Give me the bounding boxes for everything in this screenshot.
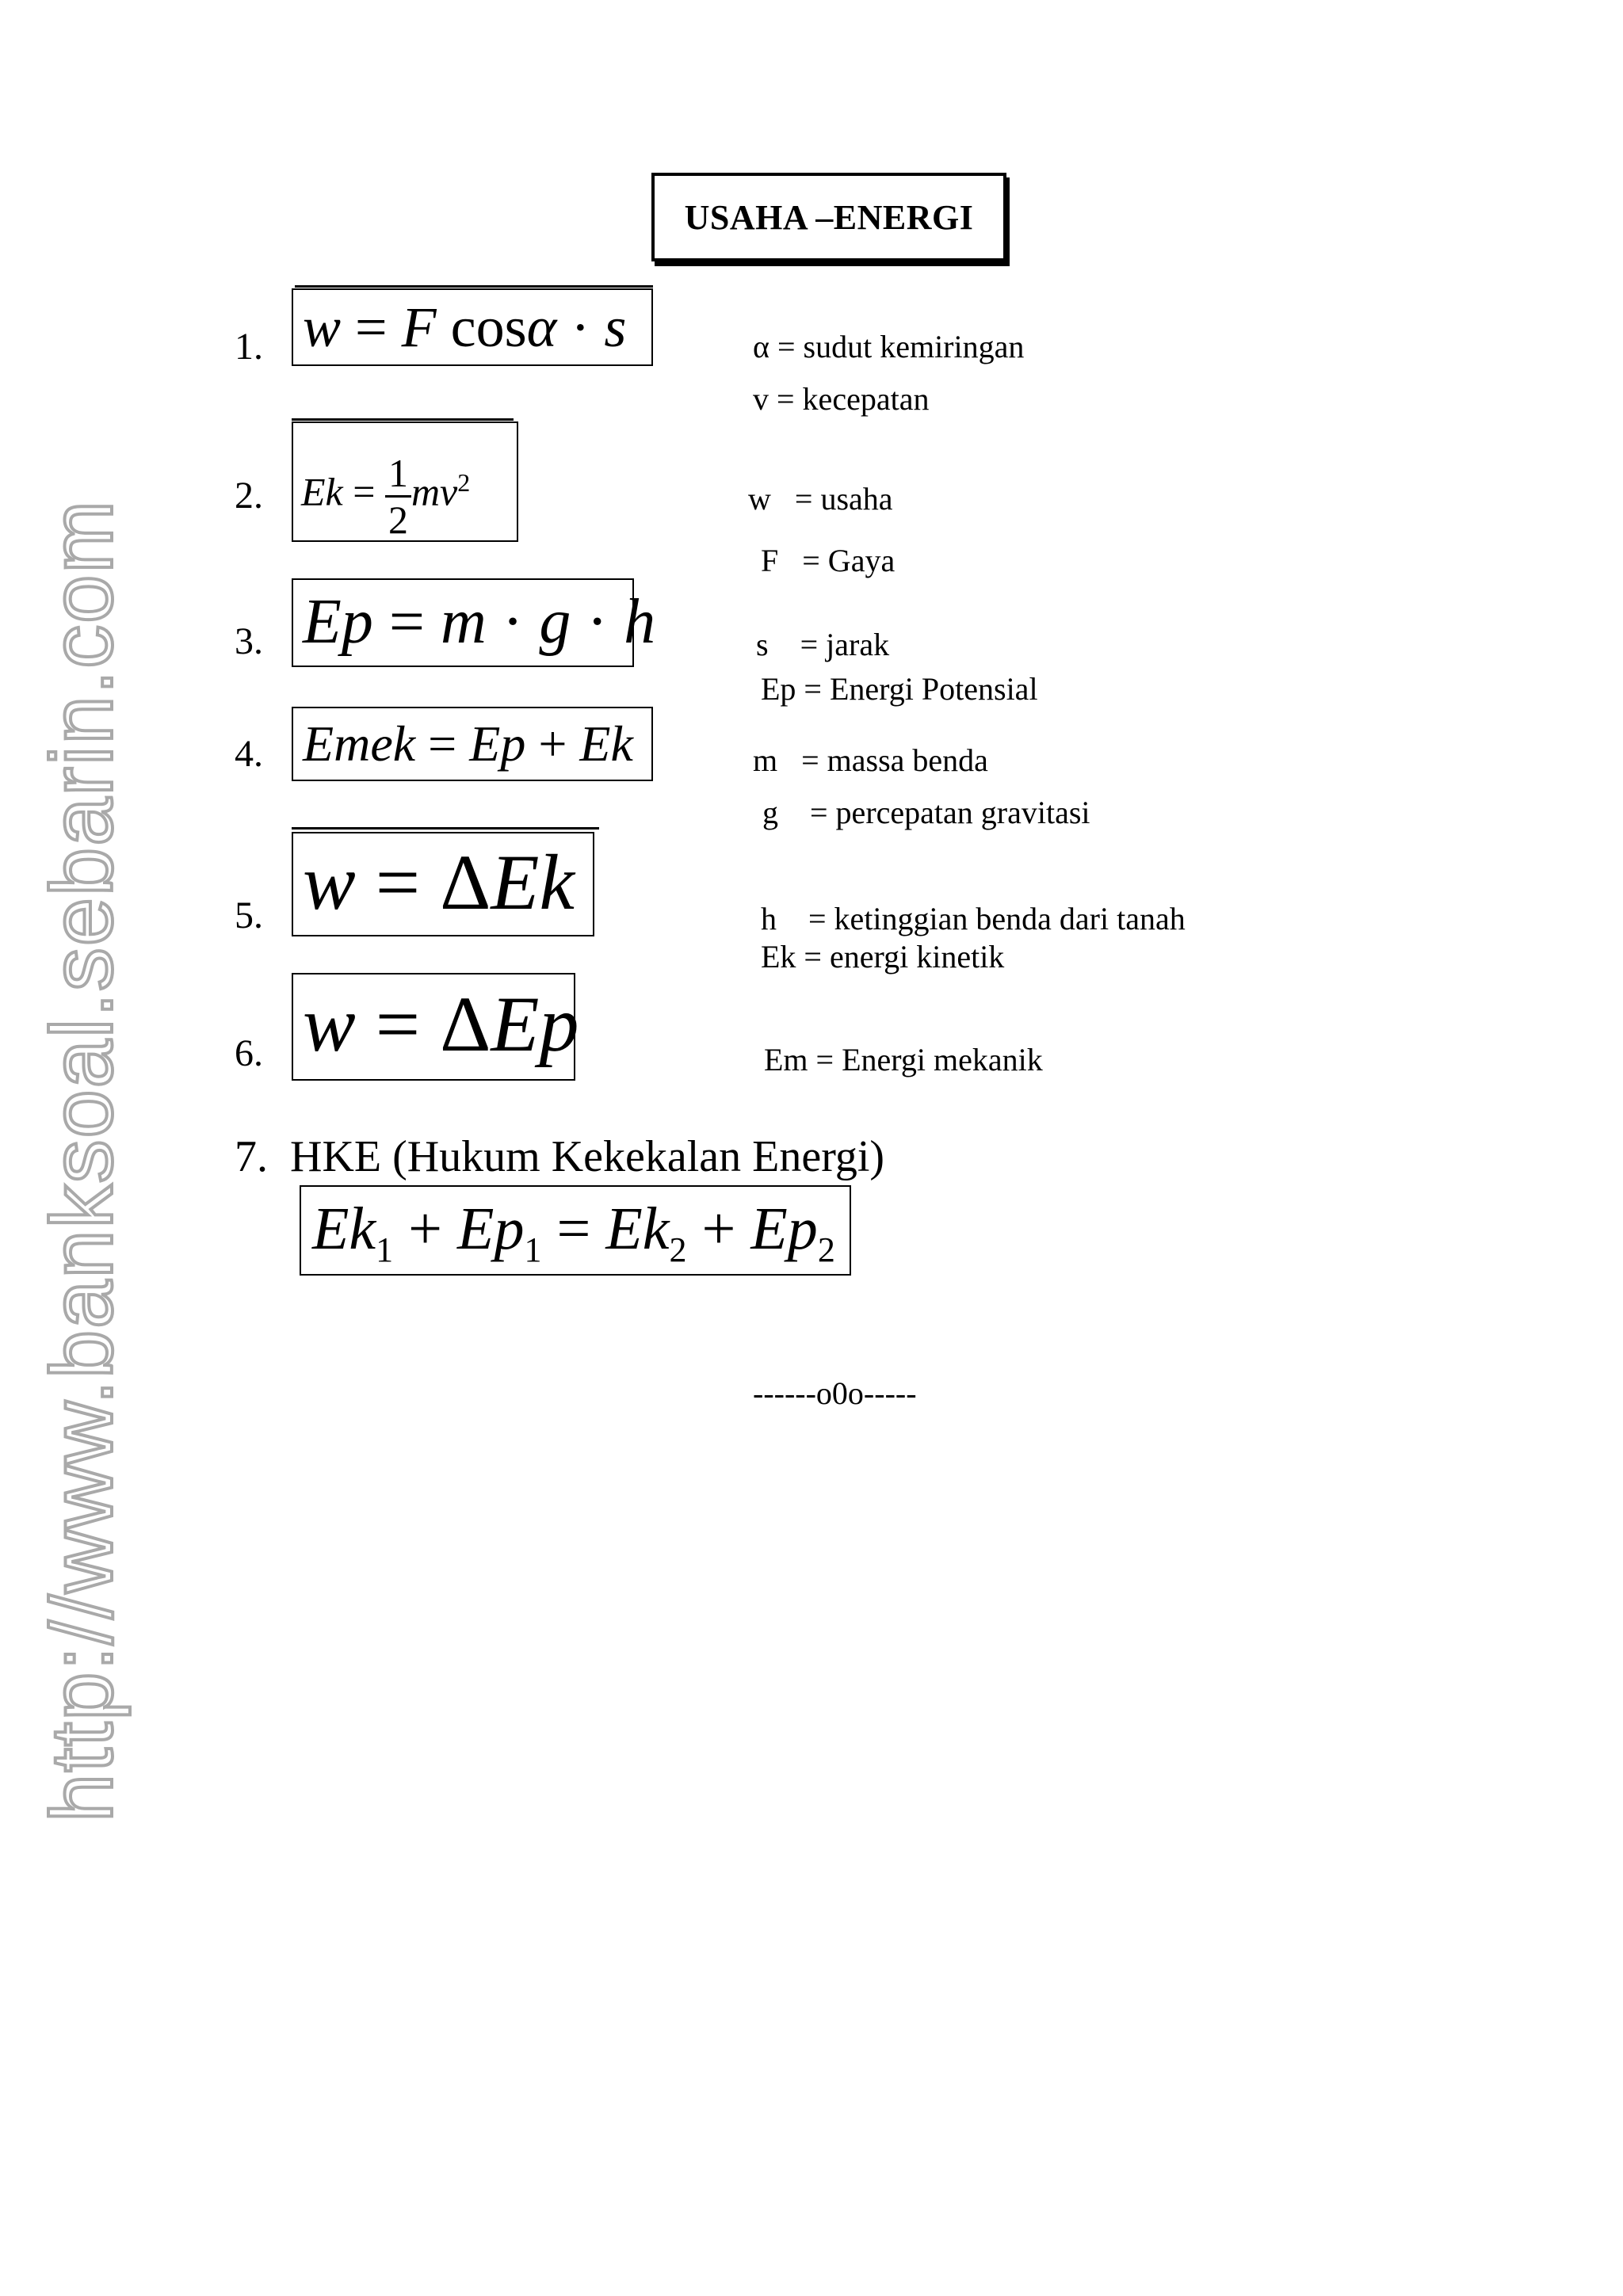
formula-5-overline (292, 827, 599, 830)
legend-g: g = percepatan gravitasi (762, 795, 1090, 830)
legend-h: h = ketinggian benda dari tanah (761, 901, 1186, 936)
formula-5-work-kinetic: w = ΔEk (292, 832, 594, 936)
formula-1-number: 1. (235, 326, 263, 368)
hke-formula: $Ek_1 + Ep_1 = Ek_2 + Ep_2$ (300, 1185, 851, 1276)
formula-2-overline (292, 418, 514, 421)
legend-s: s = jarak (756, 627, 890, 662)
legend-em: Em = Energi mekanik (764, 1042, 1043, 1077)
legend-f: F = Gaya (761, 543, 896, 578)
formula-2-number: 2. (235, 475, 263, 517)
legend-ep: Ep = Energi Potensial (761, 671, 1038, 707)
formula-6-number: 6. (235, 1032, 263, 1074)
legend-m: m = massa benda (753, 742, 988, 778)
hke-heading (235, 1131, 884, 1182)
hke-label: HKE (Hukum Kekekalan Energi) (290, 1132, 885, 1181)
legend-ek: Ek = energi kinetik (761, 939, 1005, 974)
formula-3-potential-energy: Ep = m · g · h (292, 578, 634, 667)
legend-v: v = kecepatan (753, 381, 930, 417)
formula-6-work-potential: w = ΔEp (292, 973, 575, 1081)
end-mark: ------o0o----- (753, 1375, 917, 1411)
legend-w: w = usaha (748, 481, 893, 517)
page-title: USAHA –ENERGI (684, 197, 974, 237)
formula-2-kinetic-energy: Ek = $\frac{1}{2}$ $mv^2$ (292, 421, 518, 542)
formula-1-work: w = F cosα · s (292, 288, 653, 366)
formula-2-half-numerator: 1 (385, 451, 411, 498)
hke-number: 7. (235, 1132, 268, 1181)
legend-alpha: α = sudut kemiringan (753, 329, 1025, 364)
formula-4-number: 4. (235, 733, 263, 775)
title-box (651, 173, 1006, 261)
formula-5-number: 5. (235, 894, 263, 936)
formula-3-number: 3. (235, 620, 263, 662)
formula-4-mechanical-energy: Emek = Ep + Ek (292, 707, 653, 781)
watermark-url: http://www.banksoal.sebarin.com (33, 499, 131, 1822)
formula-2-half-denominator: 2 (388, 497, 408, 542)
formula-1-overline (295, 285, 653, 288)
